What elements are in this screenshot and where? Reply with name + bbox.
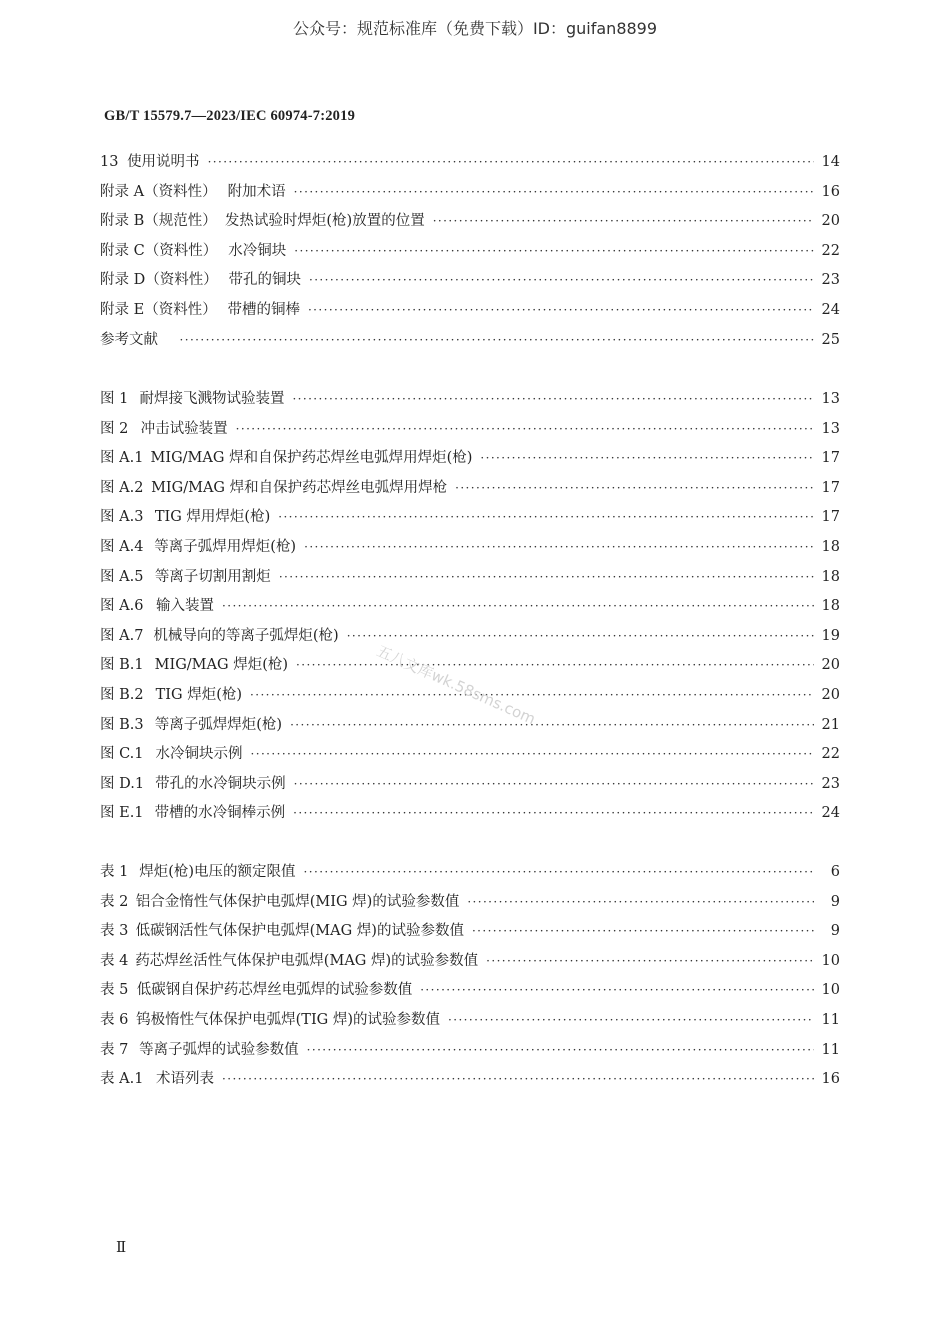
toc-entry-title: 低碳钢自保护药芯焊丝电弧焊的试验参数值: [136, 982, 413, 999]
dot-leader: [307, 1039, 814, 1061]
toc-entry-title: MIG/MAG 焊炬(枪): [154, 657, 289, 674]
toc-entry[interactable]: [100, 979, 840, 1001]
toc-entry[interactable]: [100, 743, 840, 765]
standard-id: GB/T 15579.7—2023/IEC 60974-7:2019: [104, 108, 356, 124]
toc-entry-page: 9: [830, 893, 840, 910]
toc-entry[interactable]: [100, 950, 840, 972]
toc-entry[interactable]: [100, 891, 840, 913]
toc-entry-label: 表 2: [100, 893, 129, 910]
toc-entry-page: 20: [821, 213, 840, 230]
toc-entry-title: 带槽的铜棒: [227, 302, 300, 318]
toc-entry-title: 输入装置: [156, 598, 215, 615]
toc-entry[interactable]: [100, 595, 840, 617]
dot-leader: [294, 240, 813, 262]
toc-entry-label: 图 A.5: [100, 568, 144, 585]
toc-entry-page: 9: [830, 923, 840, 940]
toc-entry-page: 18: [821, 539, 840, 555]
toc-entry-label: 附录 A（资料性）: [100, 183, 217, 200]
dot-leader: [222, 1068, 814, 1090]
toc-entry[interactable]: [100, 654, 840, 676]
toc-entry-label: 表 7: [100, 1041, 129, 1058]
toc-entry[interactable]: [100, 1068, 840, 1090]
toc-entry-title: 焊炬(枪)电压的额定限值: [139, 864, 296, 880]
toc-entry-label: 表 A.1: [100, 1071, 144, 1088]
dot-leader: [308, 299, 814, 321]
dot-leader: [180, 329, 814, 351]
toc-entry-title: 钨极惰性气体保护电弧焊(TIG 焊)的试验参数值: [136, 1012, 441, 1028]
toc-entry-label: 图 A.3: [100, 509, 144, 526]
toc-entry-label: 表 5: [100, 982, 129, 999]
dot-leader: [294, 773, 814, 795]
toc-entry-page: 24: [821, 302, 840, 318]
toc-entry-page: 24: [821, 805, 840, 822]
toc-entry-page: 19: [821, 627, 840, 644]
toc-entry-page: 22: [821, 746, 840, 763]
toc-entry-page: 14: [821, 154, 840, 170]
toc-entry-title: 耐焊接飞溅物试验装置: [139, 391, 285, 407]
dot-leader: [304, 536, 813, 558]
dot-leader: [250, 684, 814, 706]
toc-entry-page: 21: [821, 716, 840, 733]
toc-entry[interactable]: [100, 210, 840, 232]
toc-entry-label: 附录 B（规范性）: [100, 213, 217, 230]
toc-entry[interactable]: [100, 329, 840, 351]
toc-entry-title: 附加术语: [227, 183, 286, 200]
toc-entry[interactable]: [100, 625, 840, 647]
toc-entry-label: 图 D.1: [100, 775, 145, 792]
dot-leader: [455, 477, 813, 499]
dot-leader: [222, 595, 814, 617]
dot-leader: [304, 861, 814, 883]
toc-entry-page: 20: [821, 687, 840, 703]
toc-entry-label: 图 B.2: [100, 687, 144, 703]
toc-entry-label: 图 1: [100, 391, 129, 407]
toc-entry[interactable]: [100, 151, 840, 173]
dot-leader: [467, 891, 814, 913]
toc-entry[interactable]: [100, 536, 840, 558]
dot-leader: [236, 418, 814, 440]
toc-entry-label: 图 A.6: [100, 598, 144, 615]
toc-entry-label: 参考文献: [100, 331, 158, 348]
toc-entry-page: 17: [821, 509, 840, 526]
toc-entry-page: 16: [821, 1071, 840, 1088]
dot-leader: [472, 920, 814, 942]
toc-entry-label: 表 4: [100, 952, 129, 969]
toc-entry-title: 等离子切割用割炬: [154, 568, 271, 585]
toc-entry-title: TIG 焊炬(枪): [155, 687, 243, 703]
toc-entry-page: 17: [821, 450, 840, 467]
toc-entry-label: 表 1: [100, 864, 129, 880]
toc-entry-page: 23: [821, 775, 840, 792]
dot-leader: [448, 1009, 814, 1031]
dot-leader: [293, 802, 813, 824]
dot-leader: [480, 447, 813, 469]
toc-entry-label: 表 3: [100, 923, 129, 940]
toc-entry-title: 水冷铜块示例: [155, 746, 243, 763]
toc-entry-page: 13: [821, 420, 840, 437]
dot-leader: [347, 625, 814, 647]
toc-entry-label: 附录 C（资料性）: [100, 242, 218, 259]
toc-entry-title: 铝合金惰性气体保护电弧焊(MIG 焊)的试验参数值: [135, 893, 460, 910]
toc-entry-page: 22: [821, 242, 840, 259]
dot-leader: [279, 566, 814, 588]
toc-entry-label: 图 A.4: [100, 539, 144, 555]
toc-entry-title: 术语列表: [156, 1071, 215, 1088]
dot-leader: [309, 269, 814, 291]
toc-entry-title: 等离子弧焊用焊炬(枪): [154, 539, 297, 555]
toc-entry-page: 16: [821, 183, 840, 200]
toc-entry-label: 13: [100, 154, 119, 170]
toc-entry[interactable]: [100, 388, 840, 410]
toc-entry-label: 表 6: [100, 1012, 129, 1028]
toc-entry-page: 25: [821, 331, 840, 348]
toc-entry-page: 13: [821, 391, 840, 407]
toc-entry-page: 10: [821, 952, 840, 969]
toc-entry[interactable]: [100, 714, 840, 736]
dot-leader: [294, 181, 814, 203]
toc-entry-page: 11: [821, 1041, 840, 1058]
toc-entry-title: 药芯焊丝活性气体保护电弧焊(MAG 焊)的试验参数值: [135, 952, 479, 969]
toc-entry-page: 11: [821, 1012, 840, 1028]
toc-entry-label: 图 B.3: [100, 716, 144, 733]
page-number: Ⅱ: [116, 1238, 127, 1256]
toc-entry-label: 附录 E（资料性）: [100, 302, 217, 318]
toc-entry-page: 17: [821, 479, 840, 496]
toc-entry-title: 水冷铜块: [228, 242, 287, 259]
toc-entry[interactable]: [100, 181, 840, 203]
toc-entry[interactable]: [100, 299, 840, 321]
toc-entry-title: TIG 焊用焊炬(枪): [154, 509, 271, 526]
header-banner: 公众号：规范标准库（免费下载）ID：guifan8899: [292, 19, 658, 38]
toc-entry-title: 等离子弧焊的试验参数值: [139, 1041, 299, 1058]
toc-entry[interactable]: [100, 418, 840, 440]
toc-entry-title: 带槽的水冷铜棒示例: [154, 805, 286, 822]
toc-entry[interactable]: [100, 477, 840, 499]
dot-leader: [420, 979, 813, 1001]
toc-entry-page: 6: [830, 864, 840, 880]
dot-leader: [208, 151, 814, 173]
toc-entry[interactable]: [100, 920, 840, 942]
toc-entry-title: 带孔的铜块: [228, 272, 301, 289]
toc-entry[interactable]: [100, 447, 840, 469]
watermark: 五八文库wk.58sms.com: [373, 641, 539, 729]
toc-entry-title: 等离子弧焊焊炬(枪): [154, 716, 283, 733]
toc-entry-title: 冲击试验装置: [140, 420, 228, 437]
toc-entry-page: 18: [821, 568, 840, 585]
dot-leader: [278, 506, 813, 528]
toc-entry[interactable]: [100, 1039, 840, 1061]
toc-entry-label: 图 C.1: [100, 746, 144, 763]
dot-leader: [292, 388, 813, 410]
toc-entry-label: 图 E.1: [100, 805, 144, 822]
toc-entry[interactable]: [100, 861, 840, 883]
toc-entry-label: 图 A.2: [100, 479, 144, 496]
toc-entry[interactable]: [100, 1009, 840, 1031]
toc-entry-label: 图 A.7: [100, 627, 144, 644]
toc-entry[interactable]: [100, 506, 840, 528]
toc-entry-title: MIG/MAG 焊和自保护药芯焊丝电弧焊用焊炬(枪): [150, 450, 473, 467]
toc-entry-page: 18: [821, 598, 840, 615]
toc-entry-title: MIG/MAG 焊和自保护药芯焊丝电弧焊用焊枪: [151, 479, 448, 496]
toc-entry-page: 10: [821, 982, 840, 999]
dot-leader: [251, 743, 814, 765]
toc-entry-label: 图 B.1: [100, 657, 144, 674]
toc-entry-title: 带孔的水冷铜块示例: [155, 775, 286, 792]
toc-entry-label: 图 2: [100, 420, 129, 437]
toc-entry-title: 低碳钢活性气体保护电弧焊(MAG 焊)的试验参数值: [135, 923, 464, 940]
toc-entry[interactable]: [100, 566, 840, 588]
dot-leader: [433, 210, 814, 232]
toc-entry-label: 附录 D（资料性）: [100, 272, 218, 289]
toc-entry-title: 使用说明书: [127, 154, 200, 170]
toc-entry-title: 机械导向的等离子弧焊炬(枪): [153, 627, 339, 644]
toc-entry-page: 23: [821, 272, 840, 289]
dot-leader: [290, 714, 813, 736]
toc-entry[interactable]: [100, 269, 840, 291]
toc-entry-title: 发热试验时焊炬(枪)放置的位置: [224, 213, 425, 230]
dot-leader: [486, 950, 813, 972]
toc-entry[interactable]: [100, 773, 840, 795]
toc-entry-page: 20: [821, 657, 840, 674]
toc-entry[interactable]: [100, 802, 840, 824]
toc-entry-label: 图 A.1: [100, 450, 144, 467]
toc-entry[interactable]: [100, 240, 840, 262]
